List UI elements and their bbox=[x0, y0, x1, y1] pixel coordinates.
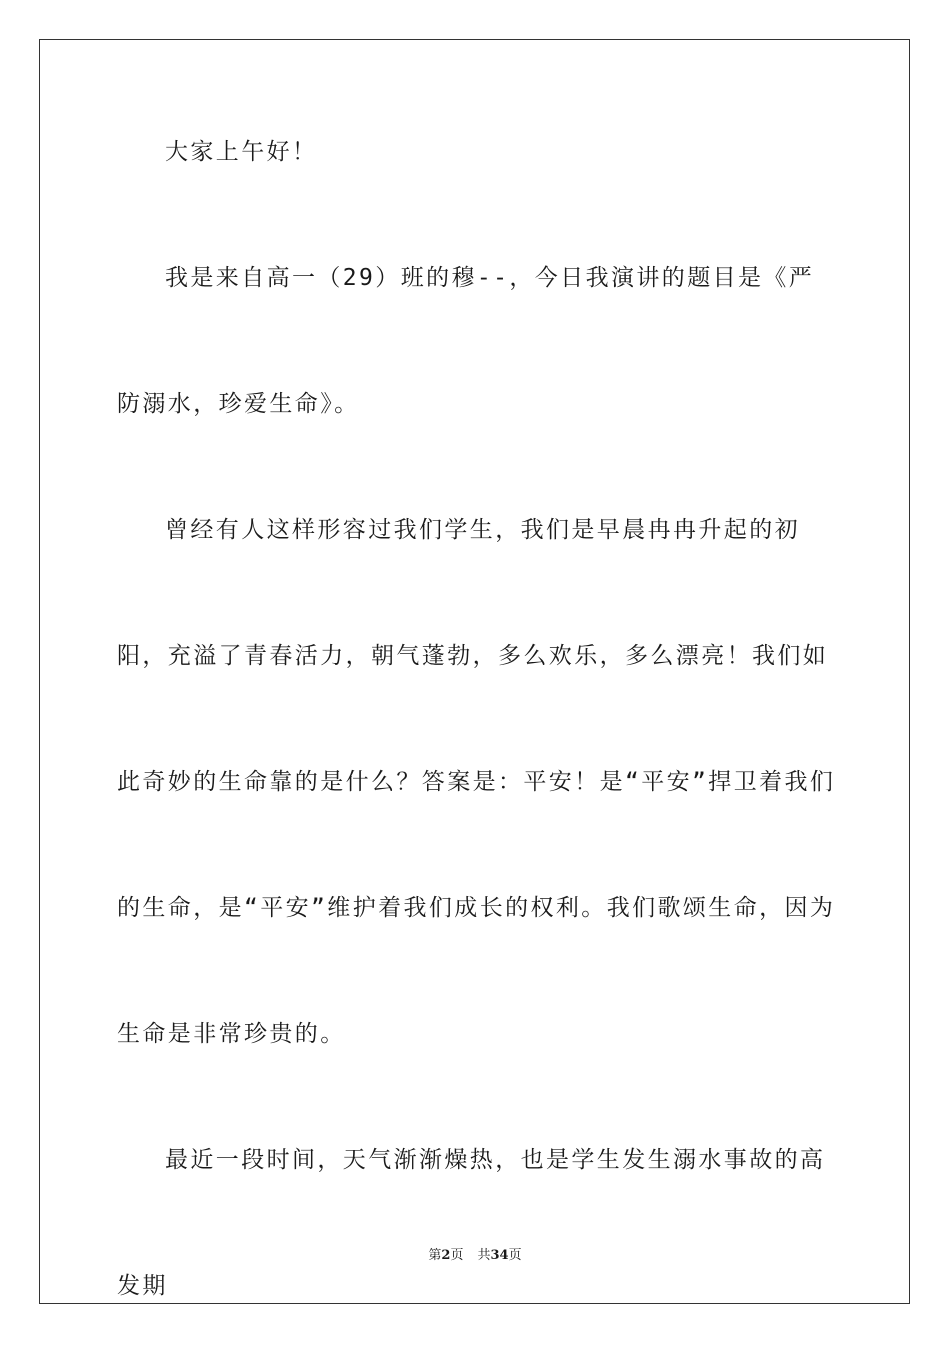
footer-page-prefix: 第 bbox=[428, 1248, 442, 1263]
footer-total-unit: 页 bbox=[508, 1248, 522, 1263]
paragraph-introduction: 我是来自高一（29）班的穆--，今日我演讲的题目是《严防溺水，珍爱生命》。 bbox=[117, 265, 815, 417]
footer-page-unit: 页 bbox=[450, 1248, 464, 1263]
footer-total-prefix: 共 bbox=[477, 1248, 491, 1263]
footer-page-current: 2 bbox=[441, 1248, 451, 1263]
paragraph-greeting: 大家上午好！ bbox=[165, 139, 318, 165]
paragraph-body-drowning: 最近一段时间，天气渐渐燥热，也是学生发生溺水事故的高发期 bbox=[117, 1147, 826, 1299]
paragraph-body-safety: 曾经有人这样形容过我们学生，我们是早晨冉冉升起的初阳，充溢了青春活力，朝气蓬勃，多么欢乐，多么漂亮！我们如此奇妙的生命靠的是什么？答案是：平安！是“平安”捍卫着我们的生命，是“平安”维护着我们成长的权利。我们歌颂生命，因为生命是非常珍贵的。 bbox=[117, 517, 836, 1047]
page-footer bbox=[0, 1244, 950, 1263]
footer-page-total: 34 bbox=[490, 1248, 509, 1263]
